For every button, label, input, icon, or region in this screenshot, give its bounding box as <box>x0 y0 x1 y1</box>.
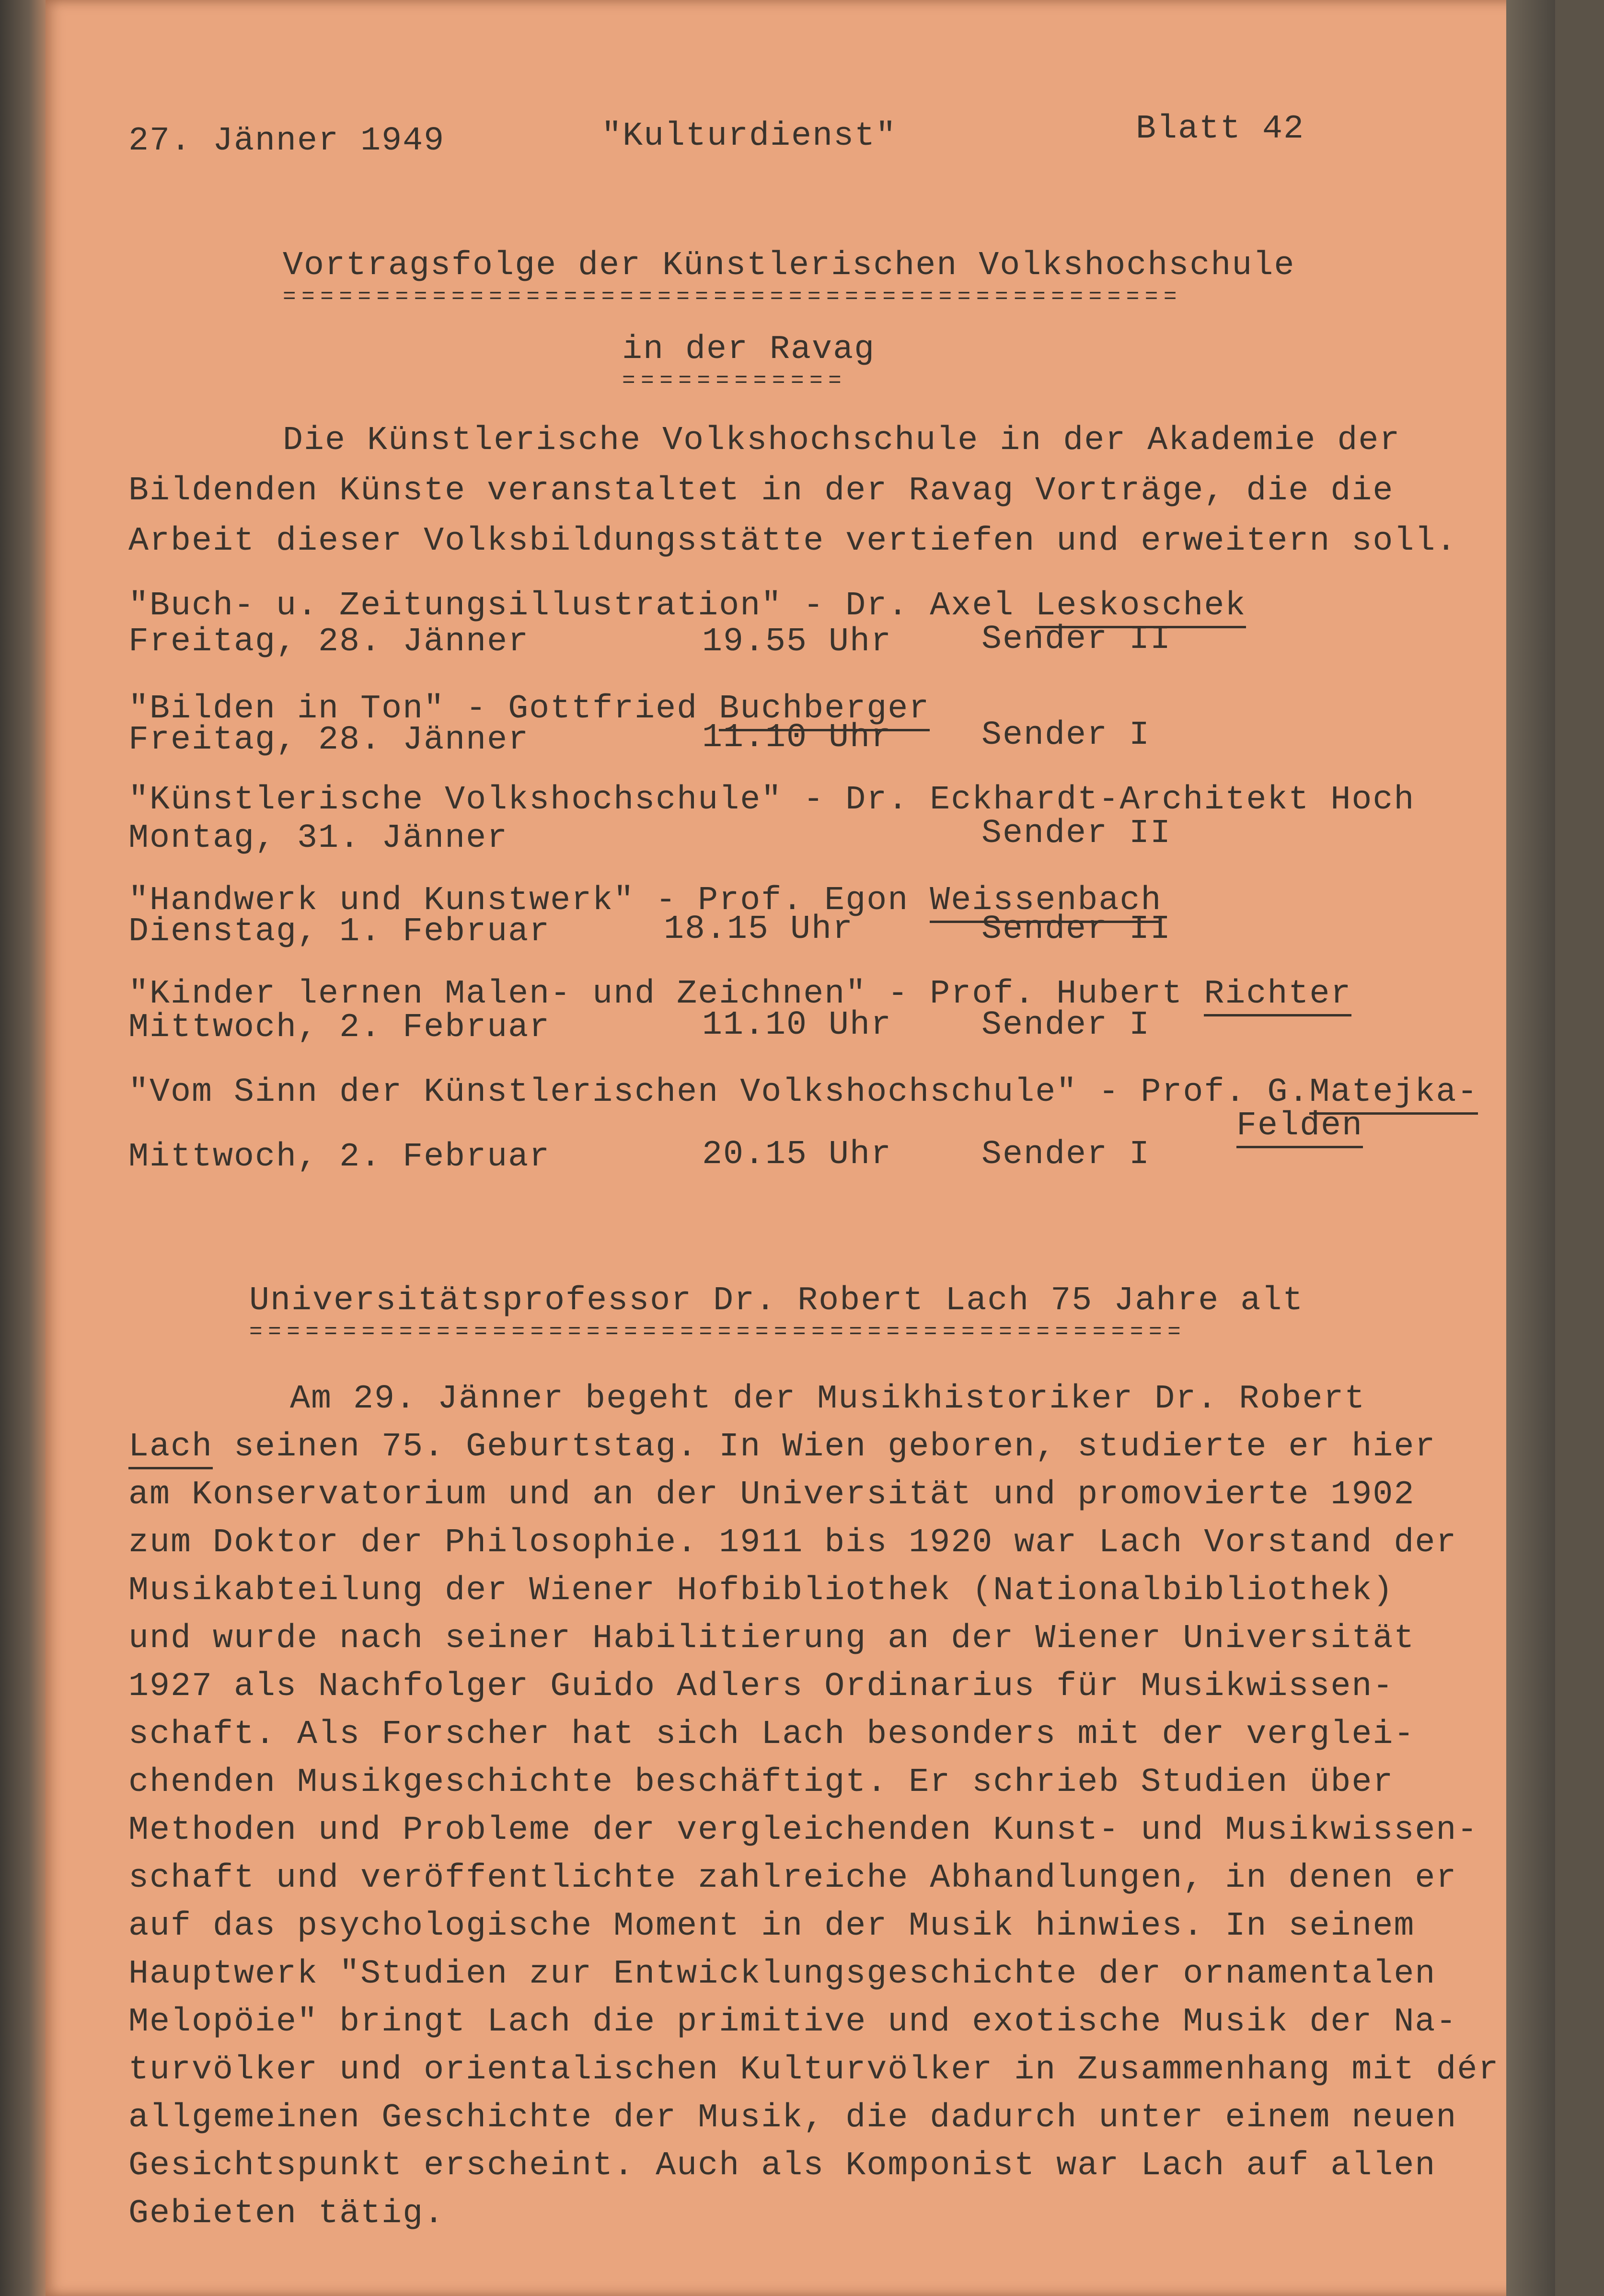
lecture-speaker: Buchberger <box>719 690 930 731</box>
article1-title: Vortragsfolge der Künstlerischen Volkshochschule <box>283 247 1295 285</box>
lecture-day: Freitag, 28. Jänner <box>128 721 530 759</box>
lecture-title-text: "Vom Sinn der Künstlerischen Volkshochschule" - Prof. G. <box>128 1073 1310 1111</box>
lecture-station: Sender II <box>981 621 1172 658</box>
body-line: 1927 als Nachfolger Guido Adlers Ordinarius für Musikwissen- <box>128 1668 1394 1706</box>
body-line: turvölker und orientalischen Kulturvölker in Zusammenhang mit dér <box>128 2051 1500 2089</box>
lecture-title-text: "Buch- u. Zeitungsillustration" - Dr. Axel <box>128 587 1015 625</box>
lecture-time: 11.10 Uhr <box>702 1006 892 1044</box>
book-binding <box>0 0 53 2296</box>
intro-line: Arbeit dieser Volksbildungsstätte vertiefen und erweitern soll. <box>128 522 1457 560</box>
lecture-station: Sender I <box>981 1136 1151 1174</box>
lecture-title <box>128 1073 1478 1112</box>
intro-line: Bildenden Künste veranstaltet in der Ravag Vorträge, die die <box>128 472 1394 510</box>
article2-title: Universitätsprofessor Dr. Robert Lach 75 Jahre alt <box>249 1282 1304 1320</box>
page-edge <box>1506 0 1555 2296</box>
lecture-station: Sender II <box>981 815 1172 853</box>
lecture-station: Sender II <box>981 911 1172 948</box>
lecture-day: Freitag, 28. Jänner <box>128 623 530 661</box>
lecture-time: 18.15 Uhr <box>664 911 854 948</box>
body-line: Gebieten tätig. <box>128 2195 445 2233</box>
lecture-speaker: Hoch <box>1330 781 1415 819</box>
body-line-rest: seinen 75. Geburtstag. In Wien geboren, studierte er hier <box>213 1428 1436 1466</box>
article1-subtitle: in der Ravag <box>622 331 876 369</box>
body-line: schaft. Als Forscher hat sich Lach besonders mit der verglei- <box>128 1716 1415 1754</box>
header-date: 27. Jänner 1949 <box>128 122 445 160</box>
lecture-day: Mittwoch, 2. Februar <box>128 1138 551 1176</box>
lecture-station: Sender I <box>981 1006 1151 1044</box>
body-line: zum Doktor der Philosophie. 1911 bis 1920 war Lach Vorstand der <box>128 1524 1457 1562</box>
article1-title-rule: ================================================ <box>283 285 1183 310</box>
lecture-speaker: Weissenbach <box>930 882 1162 923</box>
lecture-speaker: Matejka- <box>1309 1073 1478 1115</box>
body-line: Musikabteilung der Wiener Hofbibliothek (Nationalbibliothek) <box>128 1572 1394 1610</box>
lecture-time: 11.10 Uhr <box>702 719 892 757</box>
lecture-time: 20.15 Uhr <box>702 1136 892 1174</box>
lecture-title <box>128 587 1246 625</box>
intro-line: Die Künstlerische Volkshochschule in der Akademie der <box>283 422 1401 460</box>
body-line: Hauptwerk "Studien zur Entwicklungsgeschichte der ornamentalen <box>128 1955 1436 1993</box>
body-line: Am 29. Jänner begeht der Musikhistoriker Dr. Robert <box>290 1380 1366 1418</box>
lecture-station: Sender I <box>981 716 1151 754</box>
lecture-title-text: "Handwerk und Kunstwerk" - Prof. Egon <box>128 882 909 920</box>
body-line: allgemeinen Geschichte der Musik, die dadurch unter einem neuen <box>128 2099 1457 2137</box>
lecture-time: 19.55 Uhr <box>702 623 892 661</box>
article1-subtitle-rule: ============ <box>622 369 847 393</box>
lecture-day: Mittwoch, 2. Februar <box>128 1009 551 1047</box>
body-line: am Konservatorium und an der Universität und promovierte 1902 <box>128 1476 1415 1514</box>
lecture-speaker: Leskoschek <box>1035 587 1246 628</box>
body-line: Melopöie" bringt Lach die primitive und exotische Musik der Na- <box>128 2003 1457 2041</box>
lecture-speaker: Richter <box>1204 975 1351 1016</box>
lecture-speaker-continued: Felden <box>1236 1107 1363 1148</box>
lecture-day: Dienstag, 1. Februar <box>128 913 551 951</box>
lecture-title <box>128 781 1415 819</box>
lach-name: Lach <box>128 1428 213 1469</box>
body-line: auf das psychologische Moment in der Musik hinwies. In seinem <box>128 1907 1415 1945</box>
lecture-day: Montag, 31. Jänner <box>128 819 508 857</box>
lecture-title-text: "Kinder lernen Malen- und Zeichnen" - Prof. Hubert <box>128 975 1183 1013</box>
lecture-title-text: "Bilden in Ton" - Gottfried <box>128 690 698 728</box>
header-publication: "Kulturdienst" <box>601 117 897 155</box>
article2-title-rule: ================================================== <box>249 1320 1187 1345</box>
lecture-title-text: "Künstlerische Volkshochschule" - Dr. Eckhardt-Architekt <box>128 781 1310 819</box>
body-line: und wurde nach seiner Habilitierung an der Wiener Universität <box>128 1620 1415 1658</box>
body-line: schaft und veröffentlichte zahlreiche Abhandlungen, in denen er <box>128 1859 1457 1897</box>
body-line: Methoden und Probleme der vergleichenden Kunst- und Musikwissen- <box>128 1811 1478 1849</box>
body-line: chenden Musikgeschichte beschäftigt. Er schrieb Studien über <box>128 1764 1394 1801</box>
body-line: Gesichtspunkt erscheint. Auch als Komponist war Lach auf allen <box>128 2147 1436 2185</box>
header-sheet: Blatt 42 <box>1136 110 1305 148</box>
body-line <box>128 1428 1436 1466</box>
